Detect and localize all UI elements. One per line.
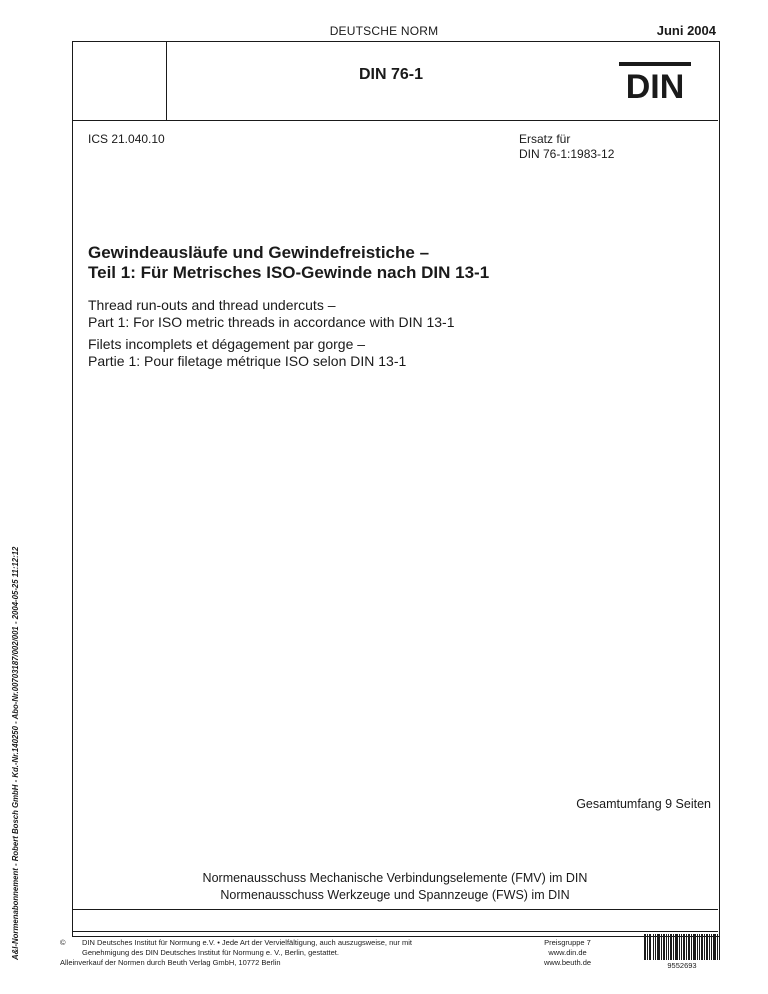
copyright-line2: Genehmigung des DIN Deutsches Institut für Normung e. V., Berlin, gestattet. xyxy=(82,948,339,957)
replaces-block xyxy=(519,132,614,162)
footer-rule-bottom xyxy=(72,931,718,932)
title-french-line1: Filets incomplets et dégagement par gorge – xyxy=(88,336,366,352)
price-block xyxy=(520,938,615,968)
sales-line: Alleinverkauf der Normen durch Beuth Verlag GmbH, 10772 Berlin xyxy=(60,958,281,967)
barcode xyxy=(644,934,720,960)
title-english-line2: Part 1: For ISO metric threads in accordance with DIN 13-1 xyxy=(88,314,455,330)
title-german-line1: Gewindeausläufe und Gewindefreistiche – xyxy=(88,243,430,262)
title-french-line2: Partie 1: Pour filetage métrique ISO selon DIN 13-1 xyxy=(88,353,407,369)
footer-rule-top xyxy=(72,909,718,910)
replaces-label: Ersatz für xyxy=(519,132,571,146)
title-french xyxy=(88,336,406,370)
copyright-line1: DIN Deutsches Institut für Normung e.V. • Jede Art der Vervielfältigung, auch auszugsweise, nur mit xyxy=(82,938,413,947)
title-german-line2: Teil 1: Für Metrisches ISO-Gewinde nach DIN 13-1 xyxy=(88,263,490,282)
din-logo-text: DIN xyxy=(625,68,685,100)
barcode-number: 9552693 xyxy=(667,961,697,970)
committees xyxy=(72,870,718,904)
document-number: DIN 76-1 xyxy=(358,66,424,83)
license-sidebar: A&I-Normenabonnement - Robert Bosch GmbH - Kd.-Nr.140250 - Abo-Nr.00703187/002/001 - 2004-05-25 11:12:12 xyxy=(11,546,20,960)
copyright-block xyxy=(60,938,520,968)
title-english-line1: Thread run-outs and thread undercuts – xyxy=(88,297,336,313)
ics-code: ICS 21.040.10 xyxy=(88,132,165,146)
copyright-symbol: © xyxy=(60,938,66,947)
publication-date: Juni 2004 xyxy=(656,23,716,38)
title-german xyxy=(88,243,489,283)
title-english xyxy=(88,297,454,331)
standard-type: DEUTSCHE NORM xyxy=(329,24,439,38)
replaces-value: DIN 76-1:1983-12 xyxy=(519,147,615,161)
din-url[interactable]: www.din.de xyxy=(548,948,587,957)
beuth-url[interactable]: www.beuth.de xyxy=(543,958,592,967)
committee-line2: Normenausschuss Werkzeuge und Spannzeuge (FWS) im DIN xyxy=(220,888,570,902)
total-pages: Gesamtumfang 9 Seiten xyxy=(576,797,711,811)
committee-line1: Normenausschuss Mechanische Verbindungselemente (FMV) im DIN xyxy=(202,871,588,885)
din-logo xyxy=(619,62,691,100)
price-group: Preisgruppe 7 xyxy=(544,938,591,947)
